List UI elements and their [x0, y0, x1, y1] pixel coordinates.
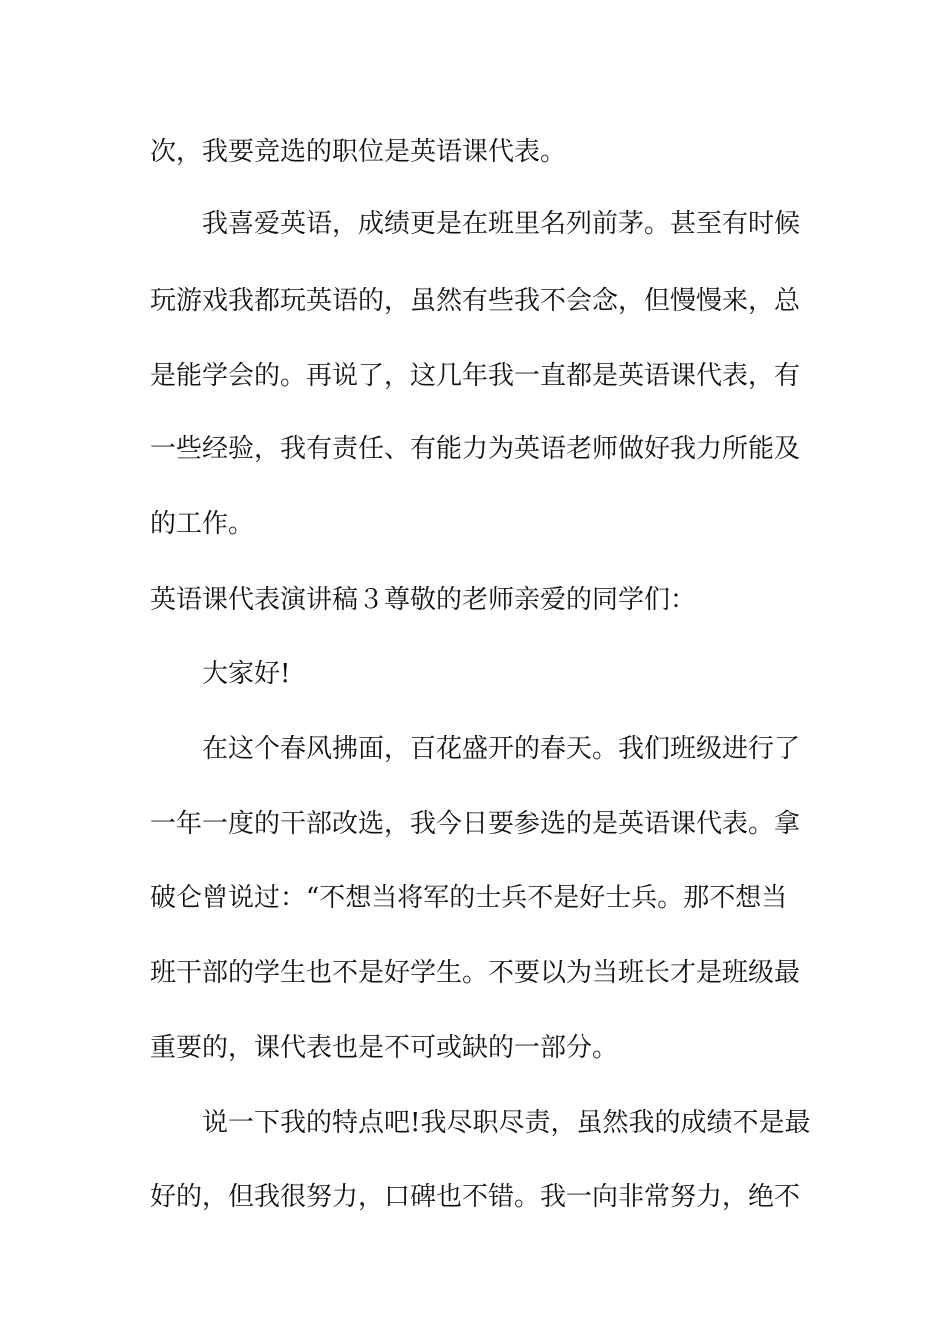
text-line: 破仑曾说过：“不想当将军的士兵不是好士兵。那不想当: [150, 883, 788, 913]
text-line: 玩游戏我都玩英语的，虽然有些我不会念，但慢慢来，总: [150, 286, 801, 316]
text-line: 一些经验，我有责任、有能力为英语老师做好我力所能及: [150, 434, 801, 464]
text-line: 我喜爱英语，成绩更是在班里名列前茅。甚至有时候: [202, 209, 801, 239]
text-line: 一年一度的干部改选，我今日要参选的是英语课代表。拿: [150, 809, 801, 839]
text-line: 在这个春风拂面，百花盛开的春天。我们班级进行了: [202, 734, 801, 764]
text-line: 大家好!: [202, 659, 291, 689]
text-line: 是能学会的。再说了，这几年我一直都是英语课代表，有: [150, 361, 801, 391]
text-line: 英语课代表演讲稿３尊敬的老师亲爱的同学们：: [150, 585, 697, 615]
text-line: 好的，但我很努力，口碑也不错。我一向非常努力，绝不: [150, 1182, 801, 1212]
text-line: 的工作。: [150, 509, 255, 539]
text-line: 班干部的学生也不是好学生。不要以为当班长才是班级最: [150, 958, 801, 988]
text-line: 次，我要竞选的职位是英语课代表。: [150, 137, 567, 167]
text-line: 重要的，课代表也是不可或缺的一部分。: [150, 1033, 619, 1063]
text-line: 说一下我的特点吧!我尽职尽责，虽然我的成绩不是最: [202, 1108, 811, 1138]
